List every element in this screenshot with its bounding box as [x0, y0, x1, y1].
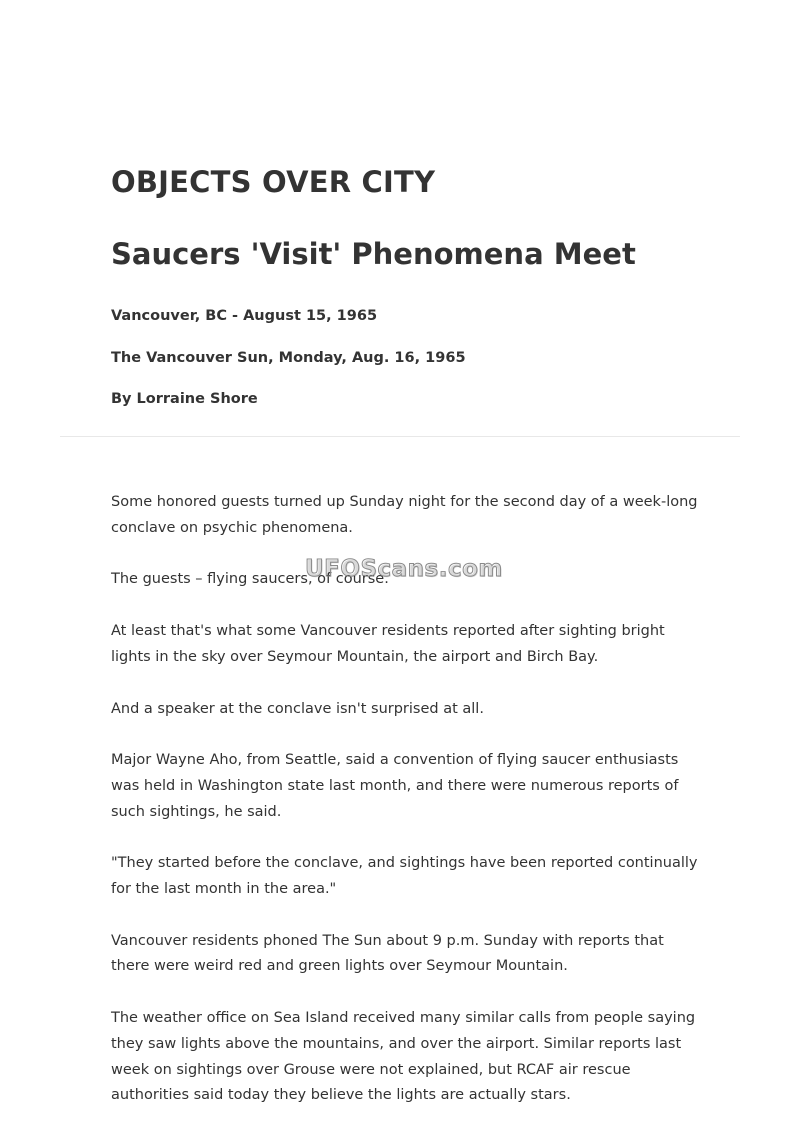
article-body: [111, 490, 701, 1135]
page-title: OBJECTS OVER CITY: [111, 165, 436, 199]
paragraph: Some honored guests turned up Sunday night for the second day of a week-long conclave on psychic phenomena.: [111, 494, 698, 536]
paragraph: "They started before the conclave, and sightings have been reported continually for the last month in the area.": [111, 855, 698, 898]
paragraph: And a speaker at the conclave isn't surprised at all.: [111, 700, 484, 717]
location-date: Vancouver, BC - August 15, 1965: [111, 308, 378, 324]
paragraph: Major Wayne Aho, from Seattle, said a convention of flying saucer enthusiasts was held in Washington state last month, and there were numerous reports of such sightings, he said.: [111, 752, 679, 820]
article-header: [111, 160, 711, 409]
paragraph: At least that's what some Vancouver residents reported after sighting bright lights in the sky over Seymour Mountain, the airport and Birch Bay.: [111, 623, 665, 665]
paragraph: Vancouver residents phoned The Sun about 9 p.m. Sunday with reports that there were weird red and green lights over Seymour Mountain.: [111, 932, 664, 975]
watermark: UFOScans.com: [305, 556, 503, 582]
paragraph: The guests – flying saucers, of course.: [111, 571, 389, 588]
source-line: The Vancouver Sun, Monday, Aug. 16, 1965: [111, 350, 466, 366]
page-subtitle: Saucers 'Visit' Phenomena Meet: [111, 237, 636, 271]
header-divider: [60, 436, 740, 437]
byline: By Lorraine Shore: [111, 391, 258, 407]
paragraph: The weather office on Sea Island received many similar calls from people saying they saw lights above the mountains, and over the airport. Similar reports last week on sightings over Grouse were not explained, but RCAF air rescue authorities said today they believe the lights are actually stars.: [111, 1010, 696, 1104]
